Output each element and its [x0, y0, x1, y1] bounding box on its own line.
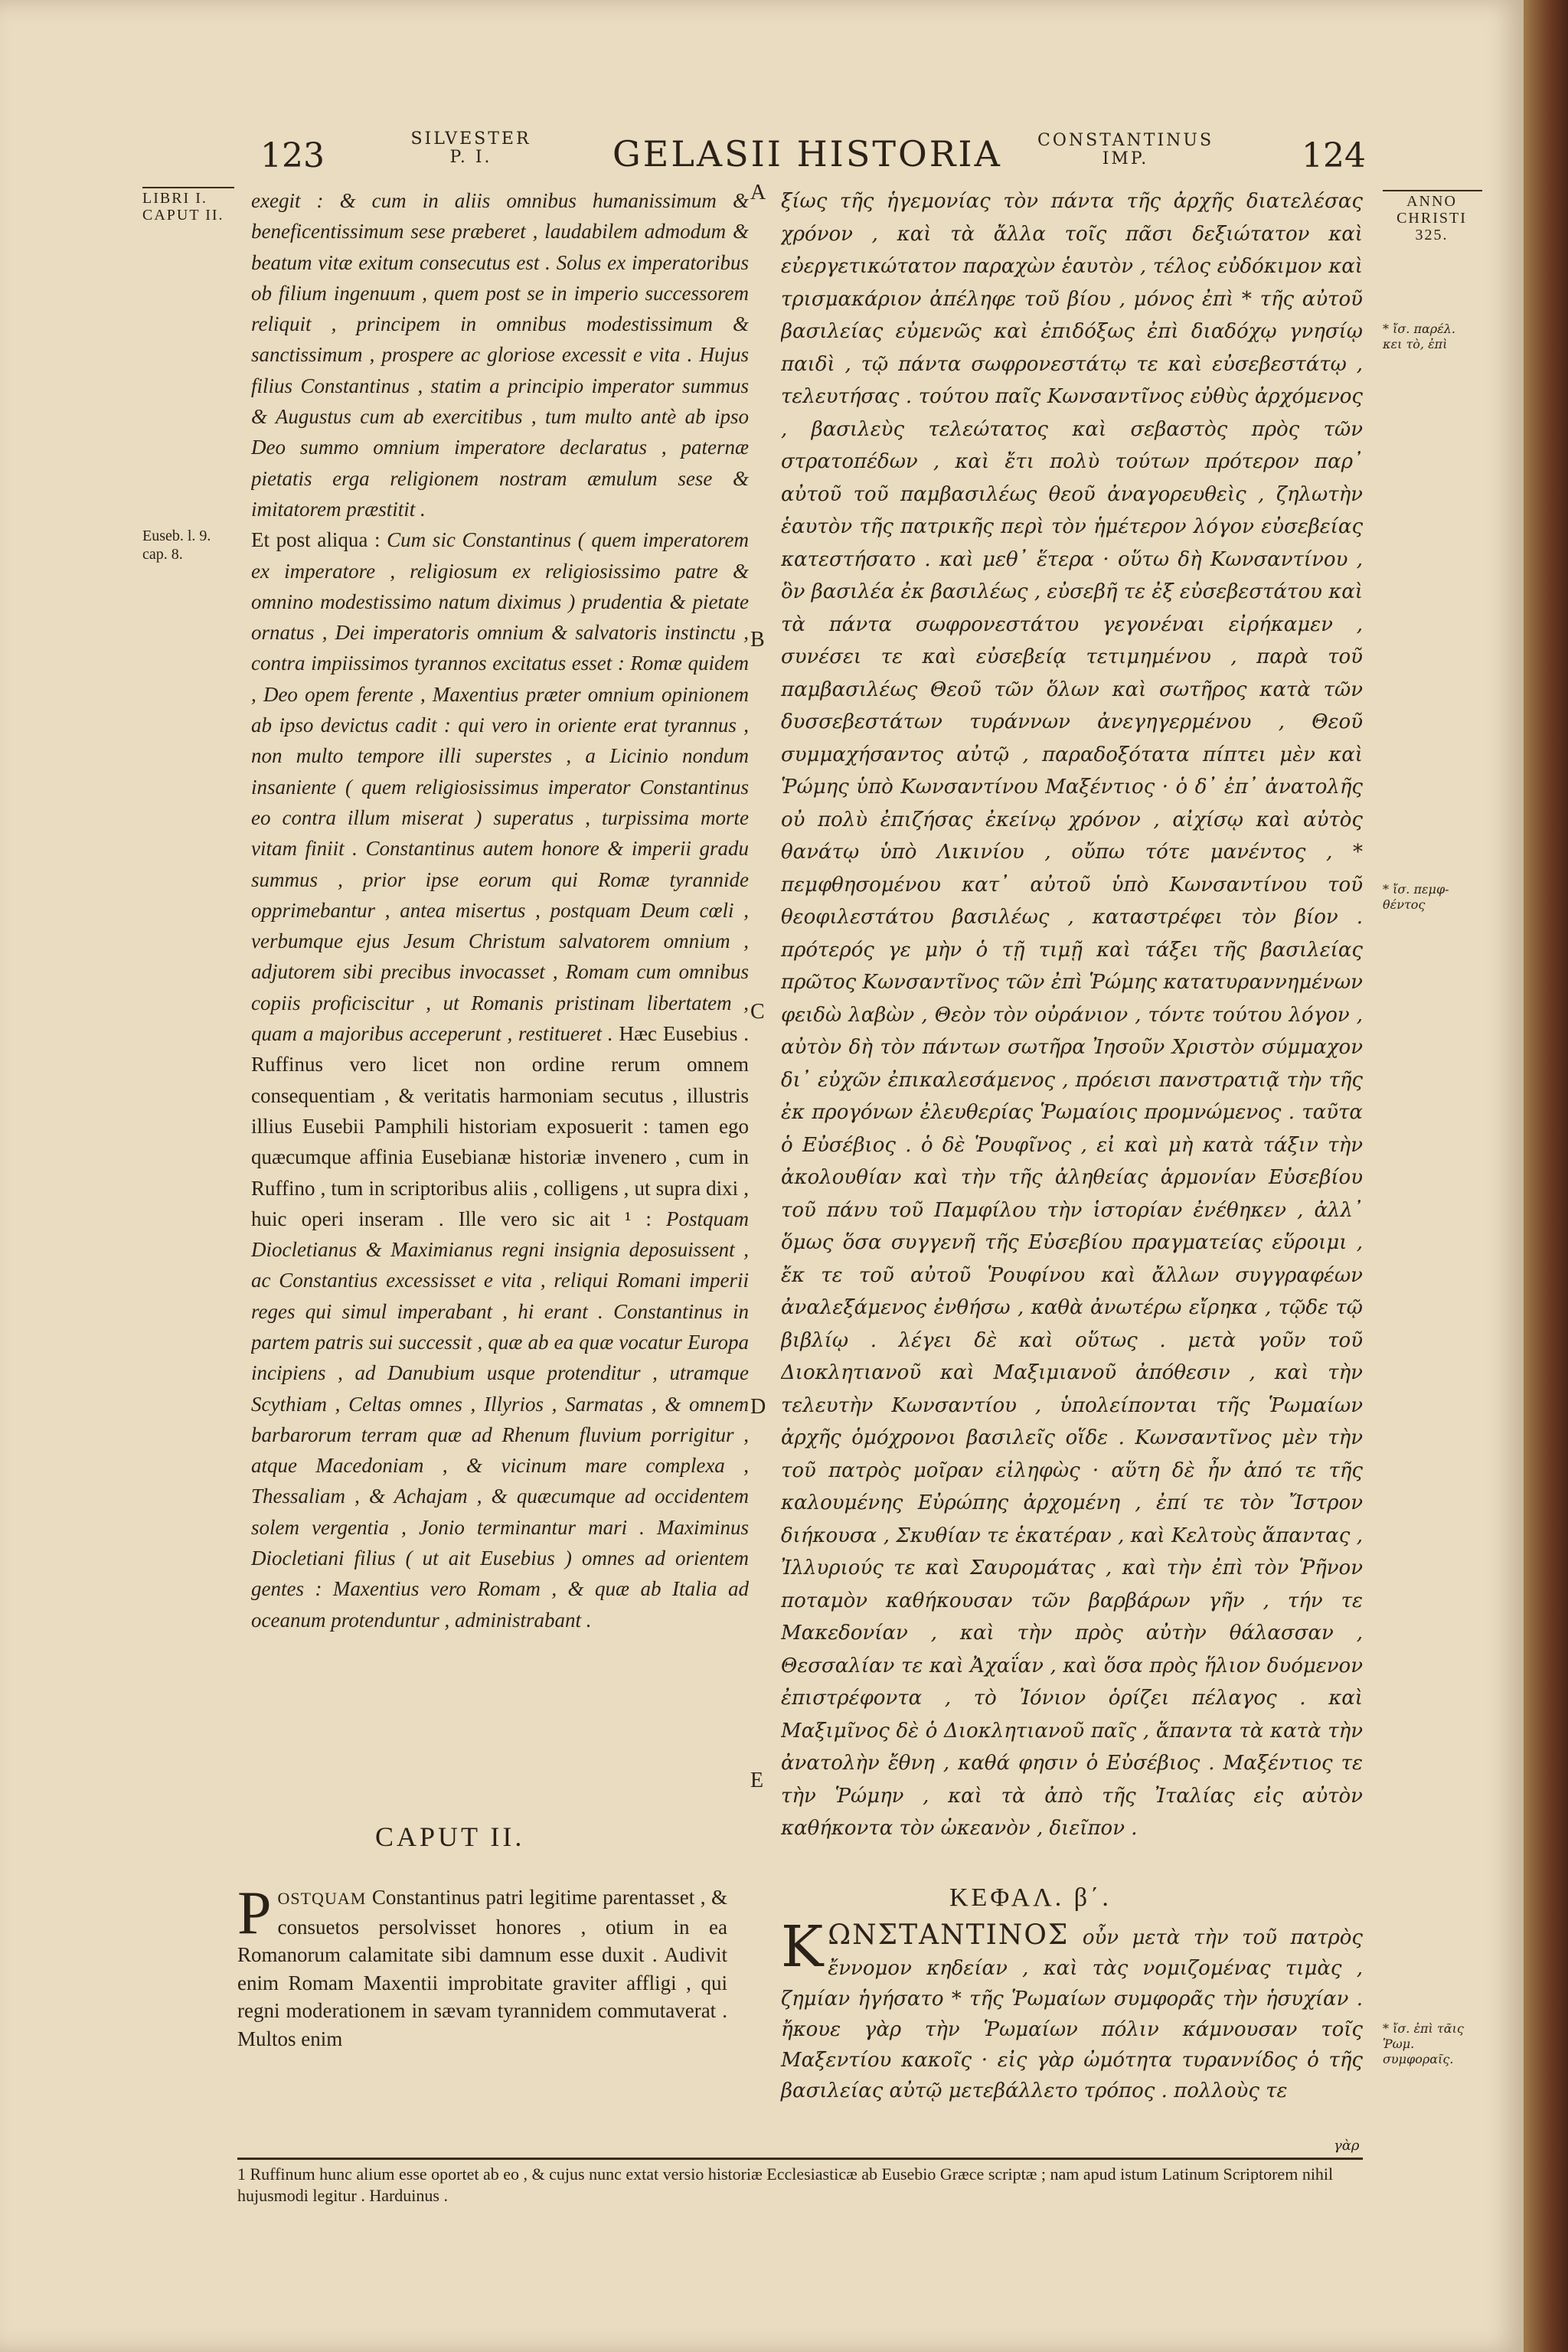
latin-column [251, 185, 749, 1793]
margin-note-1-text: * ἴσ. παρέλ. κει τὸ, ἐπὶ [1383, 322, 1455, 351]
section-letter-c: C [750, 1000, 765, 1024]
latin-chapter-text [237, 1880, 727, 2053]
section-letter-d: D [750, 1395, 766, 1419]
greek-chapter-text [781, 1914, 1363, 2106]
footnote-rule [237, 2158, 1363, 2160]
margin-note-2 [1383, 882, 1467, 913]
latin-paragraph-2 [251, 524, 749, 1635]
latin-initial-rest: OSTQUAM [277, 1889, 367, 1908]
book-edge [1524, 0, 1568, 2352]
greek-drop-initial: Κ [781, 1914, 824, 1980]
margin-anno-text: ANNO CHRISTI 325. [1396, 193, 1467, 243]
margin-note-3-text: * ἴσ. ἐπὶ τᾶις Ῥωμ. συμφοραῖς. [1383, 2021, 1464, 2066]
greek-initial-rest: ΩΝΣΤΑΝΤΙΝΟΣ [828, 1919, 1070, 1951]
margin-eusebius-ref [142, 527, 234, 564]
page-number-right: 124 [1302, 136, 1366, 175]
greek-chapter-body: οὖν μετὰ τὴν τοῦ πατρὸς ἔννομον κηδείαν , καὶ τὰς νομιζομένας τιμὰς , ζημίαν ἡγήσατο * τῆς Ῥωμαίων συμφορᾶς τὴν ἡσυχίαν . ἤκουε γὰρ τὴν Ῥωμαίων πόλιν κάμνουσαν τοῖς Μαξεντίου κακοῖς · εἰς γὰρ ὠμότητα τυραννίδος ὁ τῆς βασιλείας αὐτῷ μετεβάλλετο τρόπος . πολλοὺς τε [781, 1926, 1363, 2102]
latin-chapter-body: Constantinus patri legitime parentasset , & consuetos persolvisset honores , otium in ea Romanorum calamitate sibi damnum esse duxit . Audivit enim Romam Maxentii improbitate graviter affligi , qui regni moderationem in sævam tyrannidem commutaverat . Multos enim [237, 1886, 727, 2050]
header-emperor [1026, 132, 1225, 168]
footnote: 1 Ruffinum hunc alium esse oportet ab eo , & cujus nunc extat versio historiæ Ecclesiasticæ ab Eusebio Græce scriptæ ; nam apud istum Latinum Scriptorem nihil hujusmodi legitur . Harduinus . [237, 2164, 1334, 2205]
margin-note-1 [1383, 322, 1475, 352]
latin-drop-initial: P [237, 1880, 272, 1947]
latin-p4-body: Postquam Diocletianus & Maximianus regni insignia deposuissent , ac Constantius excessisset e vita , reliqui Romani imperii reges qui simul imperabant , hi erant . Constantinus in partem patris sui successit , quæ ab ea quæ vocatur Europa incipiens , ad Danubium usque protenditur , utramque Scythiam , Celtas omnes , Illyrios , Sarmatas , & omnem barbarorum terram quæ ad Rhenum fluvium porrigitur , atque Macedoniam , & vicinum mare complexa , Thessaliam , & Achajam , & quæcumque ad occidentem solem vergentia , Jonio terminantur mari . Maximinus Diocletiani filius ( ut ait Eusebius ) omnes ad orientem gentes : Maxentius vero Romam , & quæ ab Italia ad oceanum protenduntur , administrabant . [251, 1207, 749, 1632]
header-pope [398, 130, 544, 167]
margin-note-2-text: * ἴσ. πεμφ- θέντος [1383, 882, 1449, 912]
margin-euseb-text: Euseb. l. 9. cap. 8. [142, 528, 211, 563]
chapter-heading-latin: CAPUT II. [375, 1821, 525, 1852]
section-letter-a: A [750, 181, 766, 204]
header-emperor-text: CONSTANTINUS IMP. [1037, 131, 1214, 168]
page-number-left: 123 [260, 136, 325, 175]
latin-paragraph-1: exegit : & cum in aliis omnibus humanissimum & beneficentissimum sese præberet , laudabilem admodum & beatum vitæ exitum consecutus est . Solus ex imperatoribus ob filium ingenuum , quem post se in imperio successorem reliquit , principem in omnibus modestissimum & sanctissimum , prospere ac gloriose excessit e vita . Hujus filius Constantinus , statim a principio imperator summus & Augustus cum ab exercitibus , tum multo antè ab ipso Deo summo omnium imperatore declaratus , paternæ pietatis erga religionem nostram æmulum sese & imitatorem præstitit . [251, 189, 749, 521]
margin-libri-text: LIBRI I. CAPUT II. [142, 190, 224, 224]
greek-paragraph-1: ξίως τῆς ἡγεμονίας τὸν πάντα τῆς ἀρχῆς διατελέσας χρόνον , καὶ τὰ ἄλλα τοῖς πᾶσι δεξιώτατον καὶ εὐεργετικώτατον παραχὼν ἑαυτὸν , τέλος εὐδόκιμον καὶ τρισμακάριον ἀπέληφε τοῦ βίου , μόνος ἐπὶ * τῆς αὐτοῦ βασιλείας εὐμενῶς καὶ ἐπιδόξως ἐπὶ διαδόχῳ γνησίῳ παιδὶ , τῷ πάντα σωφρονεστάτῳ τε καὶ εὐσεβεστάτῳ , τελευτήσας . τούτου παῖς Κωνσαντῖνος εὐθὺς ἀρχόμενος , βασιλεὺς τελεώτατος καὶ σεβαστὸς πρὸς τῶν στρατοπέδων , καὶ ἔτι πολὺ τούτων πρότερον παρ᾽ αὐτοῦ τοῦ παμβασιλέως θεοῦ ἀναγορευθεὶς , ζηλωτὴν ἑαυτὸν τῆς πατρικῆς περὶ τὸν ἡμέτερον λόγον εὐσεβείας κατεστήσατο . καὶ μεθ᾽ ἕτερα · οὕτω δὴ Κωνσαντίνου , ὃν βασιλέα ἐκ βασιλέως , εὐσεβῆ τε ἐξ εὐσεβεστάτου καὶ τὰ πάντα σωφρονεστάτου γεγονέναι εἰρήκαμεν , συνέσει τε καὶ εὐσεβείᾳ τετιμημένου , παρὰ τοῦ παμβασιλέως Θεοῦ τῶν ὅλων καὶ σωτῆρος κατὰ τῶν δυσσεβεστάτων τυράννων ἀνεγηγερμένου , Θεοῦ συμμαχήσαντος αὐτῷ , παραδοξότατα πίπτει μὲν καὶ Ῥώμης ὑπὸ Κωνσαντίνου Μαξέντιος · ὁ δ᾽ ἐπ᾽ ἀνατολῆς οὐ πολὺ ἐπιζήσας ἐκείνῳ χρόνον , αἰχίσῳ καὶ αὐτὸς θανάτῳ ὑπὸ Λικινίου , οὔπω τότε μανέντος , * πεμφθησομένου κατ᾽ αὐτοῦ ὑπὸ Κωνσαντίνου τοῦ θεοφιλεστάτου βασιλέως , καταστρέφει τὸν βίον . πρότερός γε μὴν ὁ τῇ τιμῇ καὶ τάξει τῆς βασιλείας πρῶτος Κωνσαντῖνος τῶν ἐπὶ Ῥώμης κατατυραννημένων φειδὼ λαβὼν , Θεὸν τὸν οὐράνιον , τόντε τούτου λόγον , αὐτὸν δὴ τὸν πάντων σωτῆρα Ἰησοῦν Χριστὸν σύμμαχον δι᾽ εὐχῶν ἐπικαλεσάμενος , πρόεισι πανστρατιᾷ τὴν τῆς ἐκ προγόνων ἐλευθερίας Ῥωμαίοις προμνώμενος . ταῦτα ὁ Εὐσέβιος . ὁ δὲ Ῥουφῖνος , εἰ καὶ μὴ κατὰ τάξιν τὴν ἀκολουθίαν καὶ τὴν τῆς ἀληθείας ἁρμονίαν Εὐσεβίου τοῦ πάνυ τοῦ Παμφίλου τὴν ἱστορίαν ἐνέθηκεν , ἀλλ᾽ ὅμως ὅσα συγγενῆ τῆς Εὐσεβίου πραγματείας εὕροιμι , ἔκ τε τοῦ αὐτοῦ Ῥουφίνου καὶ ἄλλων συγγραφέων ἀναλεξάμενος ἐνθήσω , καθὰ ἀνωτέρω εἴρηκα , τῷδε τῷ βιβλίῳ . λέγει δὲ καὶ οὕτως . μετὰ γοῦν τοῦ Διοκλητιανοῦ καὶ Μαξιμιανοῦ ἀπόθεσιν , καὶ τὴν τελευτὴν Κωνσαντίου , ὑπολείπονται τῆς Ῥωμαίων ἀρχῆς ὁμόχρονοι βασιλεῖς οἵδε . Κωνσαντῖνος μὲν τὴν τοῦ πατρὸς μοῖραν εἰληφὼς · αὕτη δὲ ἦν ἀπό τε τῆς καλουμένης Εὐρώπης ἀρχομένη , ἐπί τε τὸν Ἴστρον διήκουσα , Σκυθίαν τε ἑκατέραν , καὶ Κελτοὺς ἅπαντας , Ἰλλυριούς τε καὶ Σαυρομάτας , καὶ τὴν ἐπὶ τὸν Ῥῆνον ποταμὸν καθήκουσαν τῶν βαρβάρων γῆν , τήν τε Μακεδονίαν , καὶ τὴν πρὸς αὐτὴν θάλασσαν , Θεσσαλίαν τε καὶ Ἀχαΐαν , καὶ ὅσα πρὸς ἥλιον δυόμενον ἐπιστρέφοντα , τὸ Ἰόνιον ὁρίζει πέλαγος . καὶ Μαξιμῖνος δὲ ὁ Διοκλητιανοῦ παῖς , ἅπαντα τὰ κατὰ τὴν ἀνατολὴν ἔθνη , καθά φησιν ὁ Εὐσέβιος . Μαξέντιος τε τὴν Ῥώμην , καὶ τὰ ἀπὸ τῆς Ἰταλίας εἰς αὐτὸν καθήκοντα τὸν ὠκεανὸν , διεῖπον . [781, 190, 1363, 1840]
greek-column [781, 185, 1363, 1854]
latin-p2-lead: Et post aliqua : [251, 528, 381, 552]
header-pope-text: SILVESTER P. I. [410, 129, 531, 167]
running-title: GELASII HISTORIA [612, 133, 1002, 175]
chapter-heading-greek: ΚΕΦΑΛ. β΄. [949, 1883, 1112, 1912]
section-letter-b: B [750, 628, 765, 652]
margin-rule-right [1383, 190, 1482, 191]
page-header [0, 122, 1524, 184]
latin-p2-body: Cum sic Constantinus ( quem imperatorem ex imperatore , religiosum ex religiosissimo patre & omnino modestissimo natum diximus ) prudentia & pietate ornatus , Dei imperatoris omnium & salvatoris instinctu , contra impiissimos tyrannos excitatus esset : Romæ quidem , Deo opem ferente , Maxentius præter omnium opinionem ab ipso devictus cadit : qui vero in oriente erat tyrannus , non multo tempore illi superstes , a Licinio nondum insaniente ( quem religiosissimus imperator Constantinus eo contra illum miserat ) superatus , turpissima morte vitam finiit . Constantinus autem honore & imperii gradu summus , prior ipse eorum qui Romæ tyrannide opprimebantur , antea misertus , postquam Deum cœli , verbumque ejus Jesum Christum salvatorem omnium , adjutorem sibi precibus invocasset , Romam cum omnibus copiis proficiscitur , ut Romanis pristinam libertatem , quam a majoribus acceperunt , restitueret . [251, 528, 749, 1046]
latin-p3-body: Hæc Eusebius . Ruffinus vero licet non ordine rerum omnem consequentiam , & veritatis harmoniam secutus , illustris illius Eusebii Pamphili historiam exposuerit : tamen ego quæcumque affinia Eusebianæ historiæ invenero , cum in Ruffino , tum in scriptoribus aliis , colligens , ut supra dixi , huic operi inseram . Ille vero sic ait ¹ : [251, 1022, 749, 1230]
margin-note-3 [1383, 2021, 1475, 2067]
margin-rule-left [142, 187, 234, 188]
margin-anno [1386, 193, 1478, 243]
catchword: γὰρ [1334, 2138, 1360, 2154]
margin-libri [142, 190, 242, 224]
section-letter-e: E [750, 1769, 764, 1792]
